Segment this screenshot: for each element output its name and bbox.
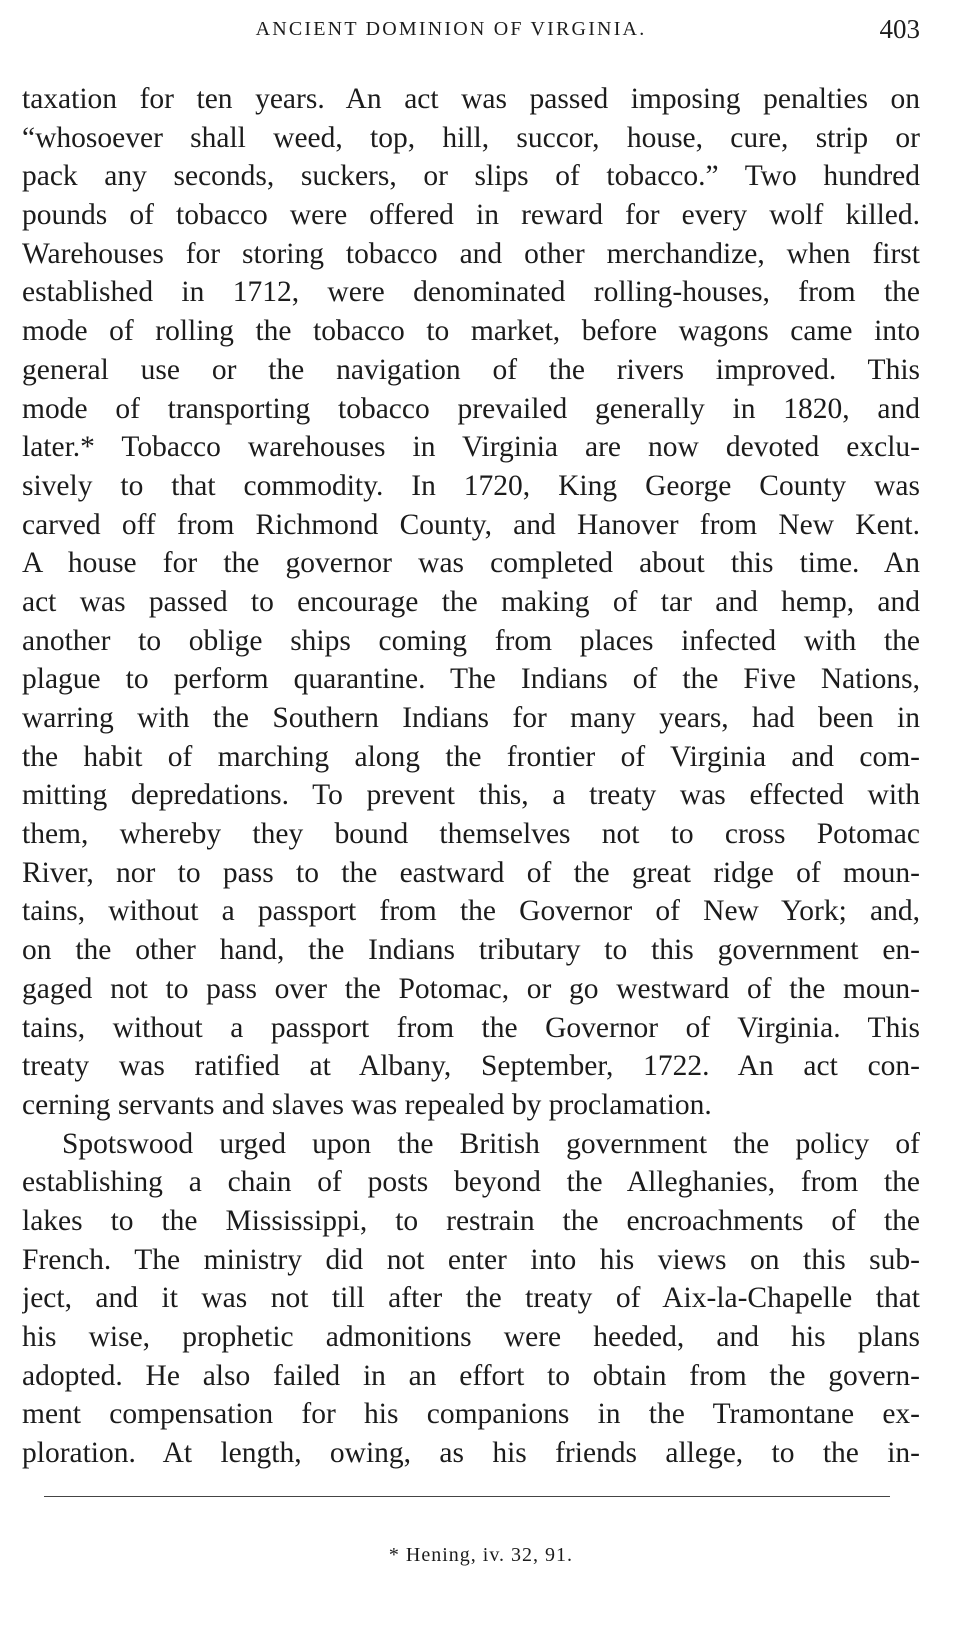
text-line: ject, and it was not till after the treaty of Aix-la-Chapelle that bbox=[22, 1282, 920, 1315]
text-line: adopted. He also failed in an effort to obtain from the govern- bbox=[22, 1359, 920, 1392]
text-line: establishing a chain of posts beyond the Alleghanies, from the bbox=[22, 1166, 920, 1199]
footnote-rule bbox=[44, 1496, 890, 1497]
text-line: act was passed to encourage the making of tar and hemp, and bbox=[22, 585, 920, 618]
page-number: 403 bbox=[879, 14, 920, 44]
text-line: tains, without a passport from the Governor of New York; and, bbox=[22, 895, 920, 928]
text-line: another to oblige ships coming from places infected with the bbox=[22, 624, 920, 657]
text-line: “whosoever shall weed, top, hill, succor, house, cure, strip or bbox=[22, 121, 920, 154]
text-line: River, nor to pass to the eastward of the great ridge of moun- bbox=[22, 856, 920, 889]
text-line: lakes to the Mississippi, to restrain the encroachments of the bbox=[22, 1204, 920, 1237]
running-title: ANCIENT DOMINION OF VIRGINIA. bbox=[255, 18, 647, 40]
text-line: treaty was ratified at Albany, September, 1722. An act con- bbox=[22, 1050, 920, 1083]
text-line: mitting depredations. To prevent this, a treaty was effected with bbox=[22, 779, 920, 812]
text-line: taxation for ten years. An act was passed imposing penalties on bbox=[22, 83, 920, 115]
text-line: gaged not to pass over the Potomac, or go westward of the moun- bbox=[22, 972, 920, 1005]
text-line: later.* Tobacco warehouses in Virginia are now devoted exclu- bbox=[22, 431, 920, 464]
text-line: his wise, prophetic admonitions were heeded, and his plans bbox=[22, 1321, 920, 1353]
text-line: Spotswood urged upon the British government the policy of bbox=[62, 1127, 920, 1160]
text-line: warring with the Southern Indians for many years, had been in bbox=[22, 702, 920, 734]
text-line: established in 1712, were denominated rolling-houses, from the bbox=[22, 276, 920, 309]
text-line: mode of transporting tobacco prevailed generally in 1820, and bbox=[22, 392, 920, 425]
text-line: general use or the navigation of the rivers improved. This bbox=[22, 353, 920, 386]
text-line: cerning servants and slaves was repealed by proclamation. bbox=[22, 1088, 712, 1121]
text-line: pounds of tobacco were offered in reward for every wolf killed. bbox=[22, 199, 920, 232]
text-line: ploration. At length, owing, as his friends allege, to the in- bbox=[22, 1437, 920, 1470]
text-line: mode of rolling the tobacco to market, before wagons came into bbox=[22, 315, 920, 348]
text-line: carved off from Richmond County, and Hanover from New Kent. bbox=[22, 508, 920, 541]
text-line: sively to that commodity. In 1720, King George County was bbox=[22, 469, 920, 502]
body-text bbox=[22, 80, 920, 1473]
running-head bbox=[22, 14, 920, 48]
text-line: pack any seconds, suckers, or slips of tobacco.” Two hundred bbox=[22, 160, 920, 193]
text-line: tains, without a passport from the Governor of Virginia. This bbox=[22, 1011, 920, 1044]
text-line: French. The ministry did not enter into his views on this sub- bbox=[22, 1243, 920, 1276]
text-line: plague to perform quarantine. The Indians of the Five Nations, bbox=[22, 663, 920, 696]
text-line: the habit of marching along the frontier of Virginia and com- bbox=[22, 740, 920, 773]
footnote: * Hening, iv. 32, 91. bbox=[388, 1544, 574, 1566]
text-line: A house for the governor was completed about this time. An bbox=[22, 547, 920, 580]
text-line: them, whereby they bound themselves not to cross Potomac bbox=[22, 818, 920, 851]
text-line: Warehouses for storing tobacco and other merchandize, when first bbox=[22, 237, 920, 270]
text-line: ment compensation for his companions in the Tramontane ex- bbox=[22, 1398, 920, 1431]
text-line: on the other hand, the Indians tributary to this government en- bbox=[22, 934, 920, 967]
